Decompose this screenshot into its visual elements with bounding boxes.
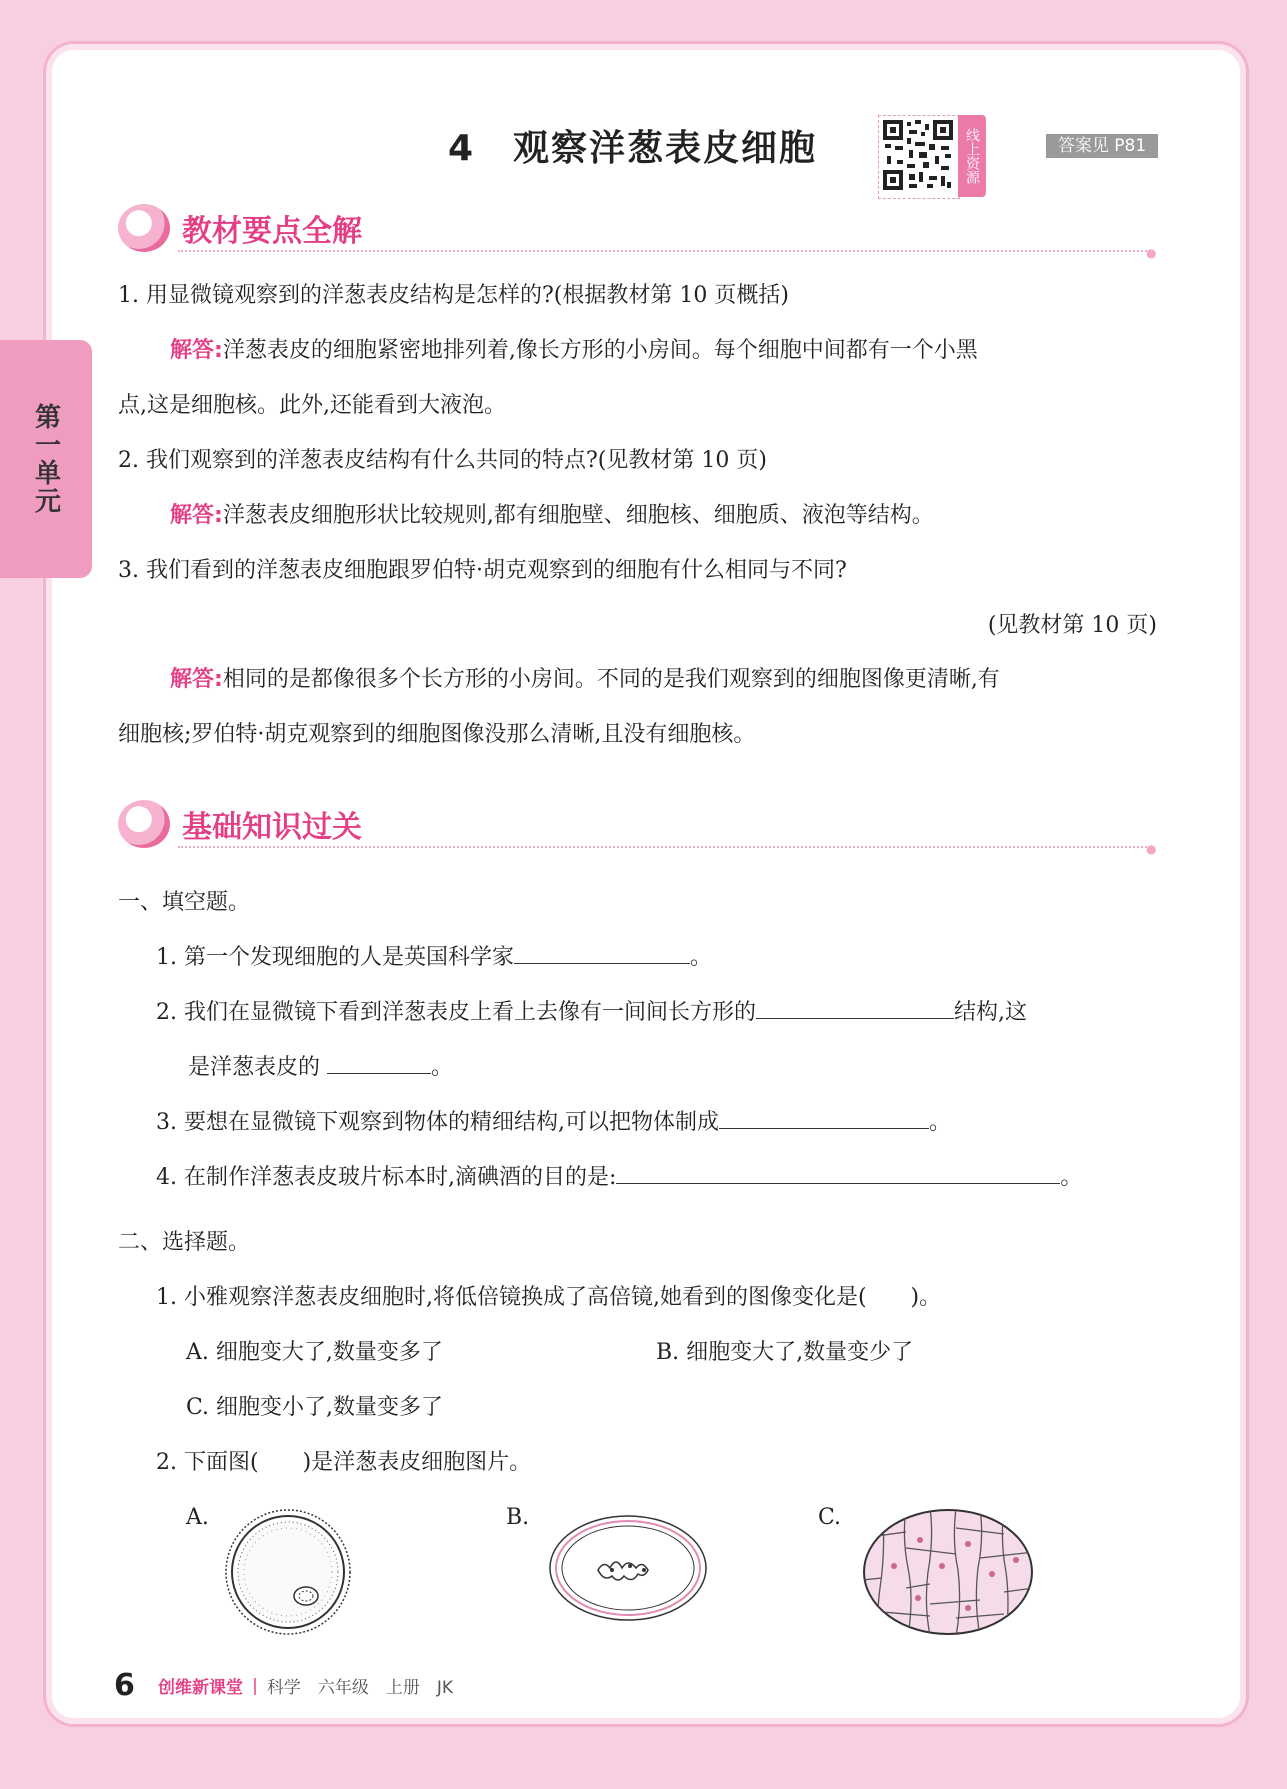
answer-1-text: 洋葱表皮的细胞紧密地排列着,像长方形的小房间。每个细胞中间都有一个小黑: [222, 338, 978, 363]
question-2: 2. 我们观察到的洋葱表皮结构有什么共同的特点?(见教材第 10 页): [118, 448, 767, 473]
answer-3-text: 相同的是都像很多个长方形的小房间。不同的是我们观察到的细胞图像更清晰,有: [222, 667, 1000, 692]
fill-question-4: [156, 1161, 1082, 1195]
period: 。: [431, 1055, 454, 1080]
figure-a-spiky-cell: [222, 1506, 354, 1638]
answer-label: 解答:: [170, 338, 223, 363]
question-3-reference: (见教材第 10 页): [987, 613, 1157, 638]
fill-question-2-cont: 结构,这: [954, 1000, 1027, 1025]
fill-question-2-text2: 是洋葱表皮的: [188, 1055, 321, 1080]
question-1: 1. 用显微镜观察到的洋葱表皮结构是怎样的?(根据教材第 10 页概括): [118, 283, 789, 308]
footer-separator: |: [252, 1675, 258, 1696]
answer-blank[interactable]: [719, 1106, 929, 1129]
answer-label: 解答:: [170, 503, 223, 528]
fill-question-3-text: 3. 要想在显微镜下观察到物体的精细结构,可以把物体制成: [156, 1110, 719, 1135]
choice-question-2: 2. 下面图( )是洋葱表皮细胞图片。: [156, 1450, 532, 1475]
qr-pattern-icon: [879, 116, 957, 196]
answer-blank[interactable]: [327, 1051, 431, 1074]
online-resource-tab[interactable]: 线上资源: [958, 115, 986, 197]
answer-2-text: 洋葱表皮细胞形状比较规则,都有细胞壁、细胞核、细胞质、液泡等结构。: [222, 503, 934, 528]
fill-question-1: [156, 941, 712, 975]
choice-1-option-a[interactable]: A. 细胞变大了,数量变多了: [186, 1340, 443, 1365]
book-info: 科学 六年级 上册 JK: [266, 1678, 454, 1698]
answer-3-line2: 细胞核;罗伯特·胡克观察到的细胞图像没那么清晰,且没有细胞核。: [118, 722, 756, 747]
fill-question-2-text: 2. 我们在显微镜下看到洋葱表皮上看上去像有一间间长方形的: [156, 1000, 756, 1025]
period: 。: [928, 1110, 951, 1135]
page-title: 4 观察洋葱表皮细胞: [448, 128, 818, 169]
figure-b-oval-cell: [546, 1512, 710, 1624]
answer-blank[interactable]: [756, 996, 954, 1019]
choice-section-title: 二、选择题。: [118, 1230, 251, 1255]
answer-2: [170, 499, 934, 533]
unit-side-tab: [0, 340, 92, 578]
figure-c-onion-cells: [862, 1508, 1034, 1636]
fill-question-4-text: 4. 在制作洋葱表皮玻片标本时,滴碘酒的目的是:: [156, 1165, 617, 1190]
page-number: 6: [114, 1668, 135, 1703]
section-header-basic: [118, 798, 1160, 856]
question-3: 3. 我们看到的洋葱表皮细胞跟罗伯特·胡克观察到的细胞有什么相同与不同?: [118, 558, 847, 583]
figure-b-label[interactable]: B.: [506, 1505, 530, 1530]
section-title: 基础知识过关: [182, 810, 362, 845]
answer-reference-badge: 答案见 P81: [1046, 134, 1158, 158]
section-header-textbook: [118, 202, 1160, 260]
globe-icon: [118, 800, 170, 848]
answer-1-line1: [170, 334, 978, 368]
fill-question-1-text: 1. 第一个发现细胞的人是英国科学家: [156, 945, 514, 970]
page-footer: [114, 1668, 453, 1703]
period: 。: [1060, 1165, 1083, 1190]
figure-c-label[interactable]: C.: [818, 1505, 842, 1530]
unit-label: 第一单元: [30, 403, 61, 515]
answer-blank[interactable]: [616, 1161, 1060, 1184]
choice-question-1: 1. 小雅观察洋葱表皮细胞时,将低倍镜换成了高倍镜,她看到的图像变化是( )。: [156, 1285, 942, 1310]
fill-question-2-line1: [156, 996, 1027, 1030]
mascot-icon: [118, 204, 170, 252]
brand-name: 创维新课堂: [157, 1678, 243, 1698]
choice-1-option-c[interactable]: C. 细胞变小了,数量变多了: [186, 1395, 444, 1420]
answer-3-line1: [170, 663, 1000, 697]
fill-question-3: [156, 1106, 951, 1140]
figure-a-label[interactable]: A.: [186, 1505, 209, 1530]
qr-code[interactable]: [878, 115, 960, 199]
dotted-divider: [178, 250, 1150, 252]
answer-blank[interactable]: [514, 941, 690, 964]
fill-question-2-line2: [188, 1051, 453, 1085]
section-title: 教材要点全解: [182, 214, 362, 249]
fill-section-title: 一、填空题。: [118, 890, 251, 915]
heart-dots-icon: ●: [1146, 842, 1157, 856]
heart-dots-icon: ●: [1146, 246, 1157, 260]
answer-1-line2: 点,这是细胞核。此外,还能看到大液泡。: [118, 393, 506, 418]
choice-1-option-b[interactable]: B. 细胞变大了,数量变少了: [656, 1340, 914, 1365]
answer-label: 解答:: [170, 667, 223, 692]
dotted-divider: [178, 846, 1150, 848]
period: 。: [690, 945, 713, 970]
